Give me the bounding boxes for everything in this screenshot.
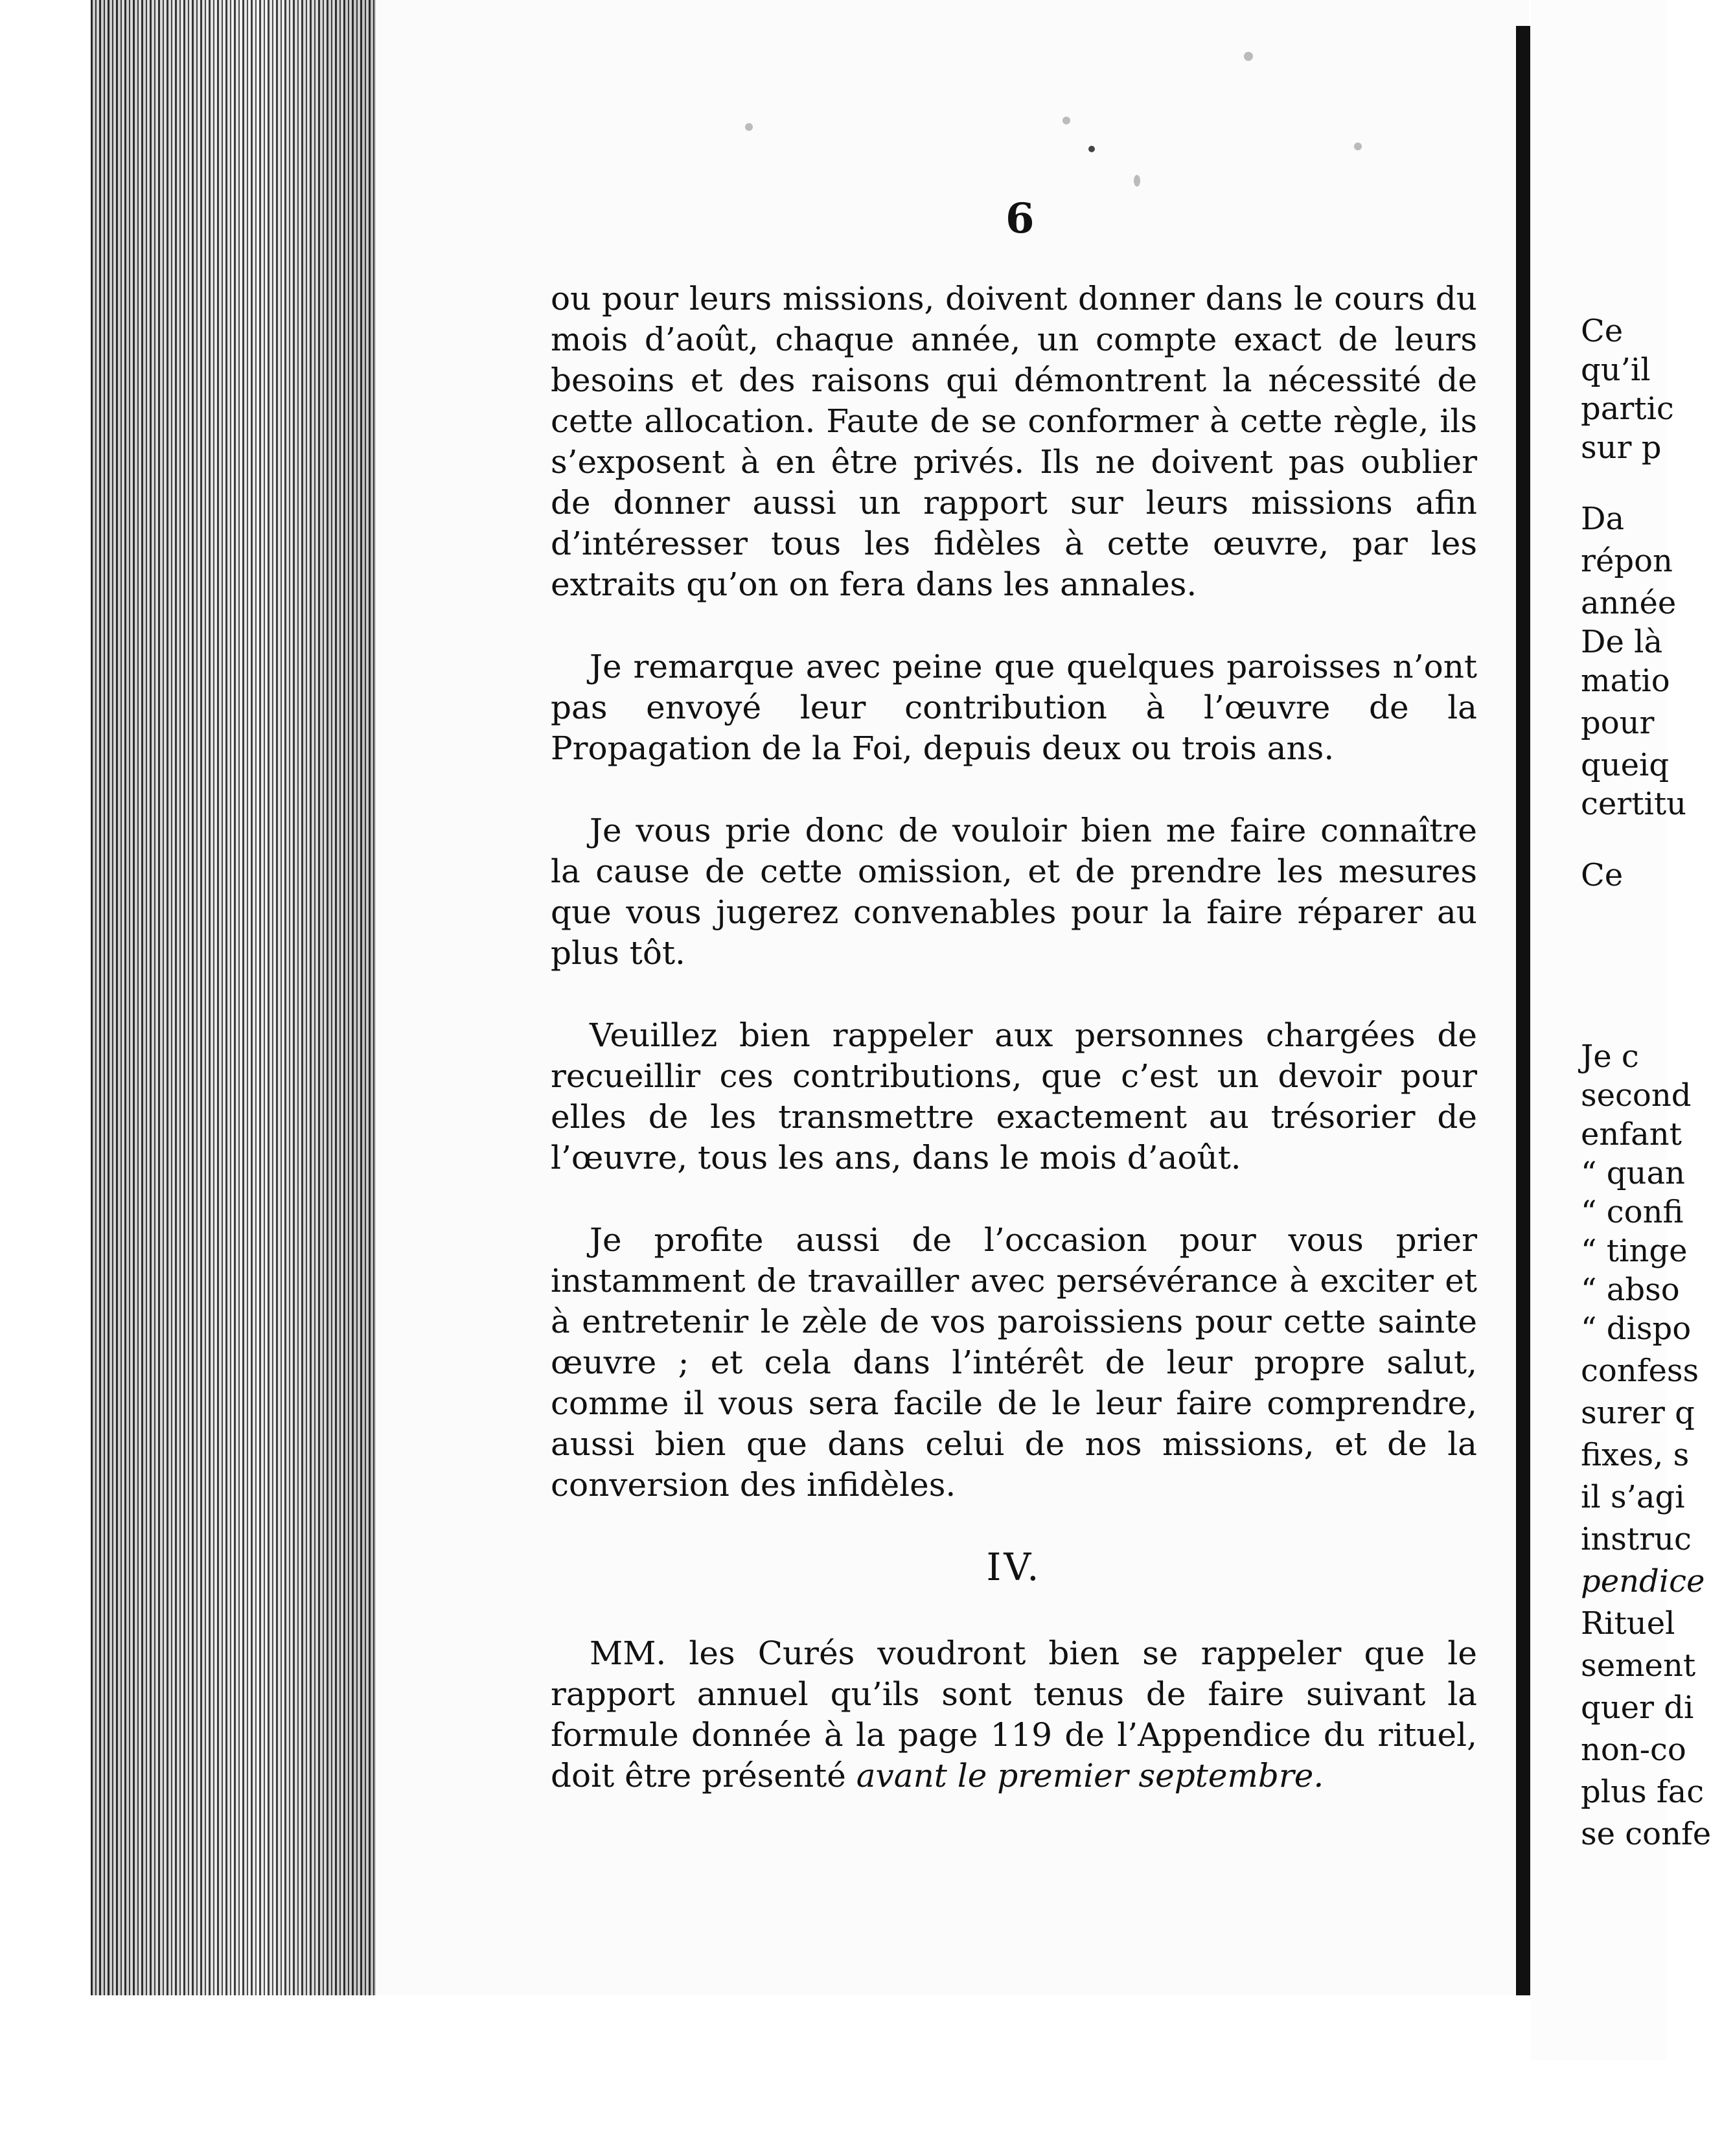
- paragraph-6-text: MM. les Curés voudront bien se rappeler que le rapport annuel qu’ils sont tenus de faire suivant la formule donnée à la page 119 de l’Appendice du rituel, doit être présenté: [551, 1634, 1477, 1795]
- facing-line: plus fac: [1581, 1774, 1705, 1810]
- scan-margin: [0, 0, 91, 2156]
- facing-line: il s’agi: [1581, 1479, 1685, 1515]
- facing-line: queiq: [1581, 747, 1670, 783]
- facing-line: “ dispo: [1581, 1311, 1692, 1347]
- facing-line: sement: [1581, 1647, 1696, 1684]
- facing-line: “ quan: [1581, 1155, 1685, 1191]
- facing-line: De là: [1581, 624, 1663, 660]
- facing-line: sur p: [1581, 430, 1662, 466]
- facing-line: répon: [1581, 543, 1673, 579]
- facing-line: matio: [1581, 663, 1670, 699]
- facing-line: quer di: [1581, 1690, 1694, 1726]
- book-page-edges: [91, 0, 376, 1995]
- facing-line: “ confi: [1581, 1194, 1684, 1230]
- facing-line: “ abso: [1581, 1272, 1680, 1308]
- paragraph-1: ou pour leurs missions, doivent donner dans le cours du mois d’août, chaque année, un compte exact de leurs besoins et des raisons qui démontrent la nécessité de cette allocation. Faute de se conformer à cette règle, ils s’exposent à en être privés. Ils ne doivent pas oublier de donner aussi un rapport sur leurs missions afin d’intéresser tous les fidèles à cette œuvre, par les extraits qu’on on fera dans les annales.: [551, 280, 1477, 603]
- facing-line: année: [1581, 585, 1677, 621]
- facing-line: Rituel: [1581, 1605, 1675, 1642]
- facing-line: qu’il: [1581, 352, 1651, 388]
- facing-line: pour: [1581, 705, 1655, 741]
- facing-line: Ce: [1581, 857, 1624, 893]
- scan-speck: [1244, 52, 1253, 61]
- scan-speck: [1062, 117, 1070, 124]
- paragraph-6: [551, 1633, 1477, 1796]
- page-body: [551, 279, 1477, 1838]
- scan-speck: [1134, 175, 1140, 187]
- facing-line: se confe: [1581, 1816, 1711, 1852]
- book-gutter: [1516, 26, 1530, 1995]
- facing-line: pendice: [1581, 1563, 1705, 1600]
- scan-speck: [1354, 143, 1362, 150]
- paragraph-4: Veuillez bien rappeler aux personnes chargées de recueillir ces contributions, que c’est un devoir pour elles de les transmettre exactement au trésorier de l’œuvre, tous les ans, dans le mois d’août.: [551, 1016, 1477, 1176]
- facing-line: partic: [1581, 391, 1674, 427]
- scan-speck: [745, 123, 753, 131]
- paragraph-6-italic: avant le premier septembre.: [856, 1757, 1324, 1795]
- paragraph-3: Je vous prie donc de vouloir bien me faire connaître la cause de cette omission, et de prendre les mesures que vous jugerez convenables pour la faire réparer au plus tôt.: [551, 812, 1477, 972]
- facing-line: Da: [1581, 501, 1625, 537]
- facing-line: enfant: [1581, 1116, 1682, 1153]
- facing-line: confess: [1581, 1353, 1699, 1389]
- page-number: 6: [1005, 194, 1035, 243]
- facing-line: “ tinge: [1581, 1233, 1688, 1269]
- facing-line: surer q: [1581, 1395, 1695, 1431]
- facing-line: non-co: [1581, 1732, 1686, 1768]
- paragraph-2: Je remarque avec peine que quelques paroisses n’ont pas envoyé leur contribution à l’œuvre de la Propagation de la Foi, depuis deux ou trois ans.: [551, 648, 1477, 767]
- section-heading: IV.: [986, 1545, 1042, 1589]
- facing-line: instruc: [1581, 1521, 1692, 1557]
- facing-line: second: [1581, 1077, 1692, 1114]
- paragraph-5: Je profite aussi de l’occasion pour vous prier instamment de travailler avec persévérance à exciter et à entretenir le zèle de vos paroissiens pour cette sainte œuvre ; et cela dans l’intérêt de leur propre salut, comme il vous sera facile de le leur faire comprendre, aussi bien que dans celui de nos missions, et de la conversion des infidèles.: [551, 1221, 1477, 1504]
- facing-line: certitu: [1581, 786, 1687, 822]
- scan-speck: [1088, 146, 1095, 152]
- facing-line: fixes, s: [1581, 1437, 1690, 1473]
- facing-line: Ce: [1581, 313, 1624, 349]
- facing-line: Je c: [1581, 1038, 1639, 1075]
